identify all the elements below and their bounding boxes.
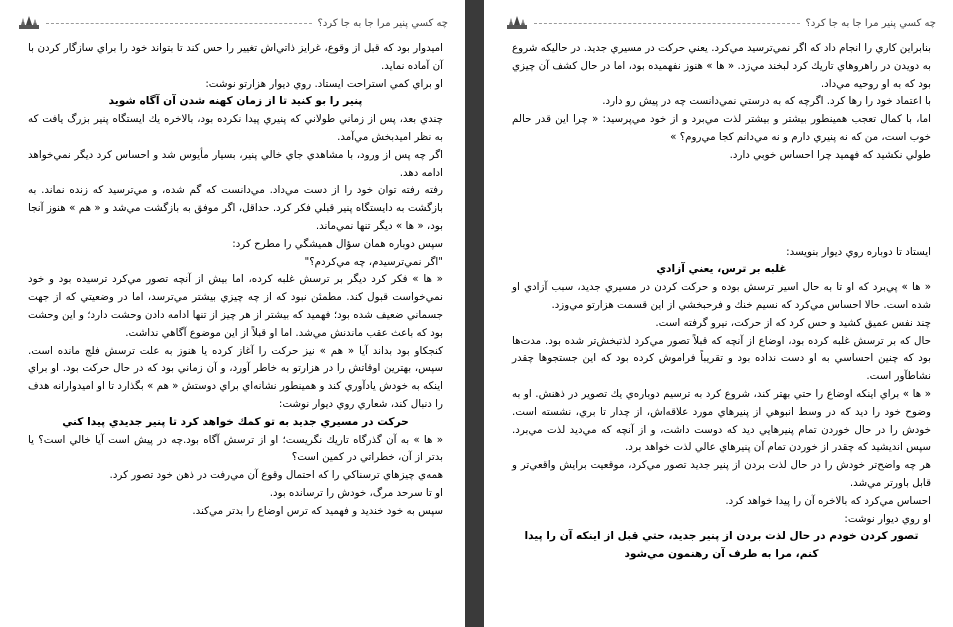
page-gutter	[465, 0, 484, 627]
paragraph: با اعتماد خود را رها كرد. اگرچه كه به درستي نمي‌دانست چه در پيش رو دارد.	[602, 95, 931, 108]
paragraph: كنجكاو بود بداند آيا « هم » نيز حركت را آغاز كرده يا هنوز به علت ترسش فلج مانده است. سپس، بهترين اوقاتش را در هزارتو به خاطر آورد، و آن زماني بود كه در حال حركت بود. او براي اينكه به خودش يادآوري كند و همينطور نشانه‌اي براي دوستش « هم » بگذارد تا او اميدوارانه هدف را دنبال كند، شعاري روي ديوار نوشت:	[27, 344, 443, 410]
paragraph: « ها » پي‌برد كه او تا به حال اسير ترسش بوده و حركت كردن در مسيري جديد، سبب آزادي او شده است. حالا احساس مي‌كرد كه نسيم خنك و فرحبخشي از اين قسمت هزارتو مي‌وزد.	[512, 281, 931, 311]
header-divider	[46, 23, 312, 24]
paragraph: چند نفس عميق كشيد و حس كرد كه از حركت، نيرو گرفته است.	[655, 316, 931, 329]
wall-inscription: پنير را بو كنيد تا از زمان كهنه شدن آن آگاه شويد	[108, 95, 363, 108]
paragraph: او روي ديوار نوشت:	[844, 512, 931, 525]
wall-inscription: تصور كردن خودم در حال لذت بردن از پنير جديد، حتي قبل از اينكه آن را پيدا كنم، مرا به طرف آن رهنمون مي‌شود	[524, 530, 919, 561]
blank-space	[512, 165, 931, 244]
page-body	[28, 40, 443, 521]
paragraph: اگر چه پس از ورود، با مشاهدي جاي خالي پنير، بسيار مأيوس شد و احساس كرد ديگر نمي‌خواهد ادامه دهد.	[28, 148, 443, 179]
wall-inscription: غلبه بر ترس، يعني آزادي	[656, 263, 787, 276]
right-page	[484, 0, 953, 627]
paragraph: هر چه واضح‌تر خودش را در حال لذت بردن از پنير جديد تصور مي‌كرد، موقعيت برايش واقعي‌تر و قابل باورتر مي‌شد.	[512, 459, 931, 489]
header-divider	[534, 23, 800, 24]
paragraph: او براي كمي استراحت ايستاد. روي ديوار هزارتو نوشت:	[205, 77, 443, 90]
paragraph: او تا سرحد مرگ، خودش را ترسانده بود.	[269, 486, 443, 499]
running-title: چه كسي پنير مرا جا به جا كرد؟	[317, 17, 448, 29]
paragraph: ايستاد تا دوباره روي ديوار بنويسد:	[786, 245, 931, 258]
paragraph: احساس مي‌كرد كه بالاخره آن را پيدا خواهد كرد.	[725, 494, 931, 507]
paragraph: بنابراين كاري را انجام داد كه اگر نمي‌ترسيد مي‌كرد. يعني حركت در مسيري جديد. در حاليكه شروع به دويدن در راهروهاي تاريك كرد لبخند مي‌زد. « ها » هنوز نفهميده بود، اما در حال كشف آن چيزي بود كه به او روحيه مي‌داد.	[512, 42, 931, 90]
paragraph: سپس دوباره همان سؤال هميشگي را مطرح كرد:	[232, 237, 443, 250]
paragraph: حال كه بر ترسش غلبه كرده بود، اوضاع از آنچه كه قبلاً تصور مي‌كرد لذتبخش‌تر شده بود. مدت‌ها بود كه چنين احساسي به او دست نداده بود و تقريباً فراموش كرده بود كه اين جستجوها چقدر نشاطآور است.	[512, 334, 931, 383]
running-title: چه كسي پنير مرا جا به جا كرد؟	[805, 17, 936, 29]
paragraph: طولي نكشيد كه فهميد چرا احساس خوبي دارد.	[729, 148, 931, 161]
paragraph: « ها » براي اينكه اوضاع را حتي بهتر كند، شروع كرد به ترسيم دوباره‌ي يك تصوير در ذهنش. او به وضوح خود را ديد كه در وسط انبوهي از پنيرهاي مورد علاقه‌اش، از چدار تا بري، نشسته است. خودش را در حال خوردن تمام پنيرهايي ديد كه دوست داشت، و از آنچه كه مي‌ديد لذت مي‌برد. سپس انديشيد كه چقدر از خوردن تمام آن پنيرهاي عالي لذت خواهد برد.	[512, 387, 931, 454]
paragraph: رفته رفته توان خود را از دست مي‌داد. مي‌دانست كه گم شده، و مي‌ترسيد كه زنده نماند. به بازگشت به دايستگاه پنير قبلي فكر كرد. حداقل، اگر موفق به بازگشت مي‌شد و « هم » هنوز آنجا بود، « ها » ديگر تنها نمي‌ماند.	[28, 184, 443, 232]
header-logo-icon	[18, 15, 40, 31]
paragraph: "اگر نمي‌ترسيدم، چه مي‌كردم؟"	[304, 255, 443, 268]
left-page	[0, 0, 465, 627]
wall-inscription: حركت در مسيري جديد به تو كمك خواهد كرد تا پنير جديدي پيدا كني	[62, 415, 409, 428]
paragraph: سپس به خود خنديد و فهميد كه ترس اوضاع را بدتر مي‌كند.	[192, 504, 443, 517]
paragraph: چندي بعد، پس از زماني طولاني كه پنيري پيدا نكرده بود، بالاخره يك ايستگاه پنير بزرگ يافت كه به نظر اميدبخش مي‌آمد.	[28, 113, 443, 143]
paragraph: اما، با كمال تعجب همينطور بيشتر و بيشتر لذت مي‌برد و از خود مي‌پرسيد: « چرا اين قدر حالم خوب است، من كه نه پنيري دارم و نه مي‌دانم كجا مي‌روم؟ »	[512, 113, 931, 143]
paragraph: « ها » فكر كرد ديگر بر ترسش غلبه كرده، اما بيش از آنچه تصور مي‌كرد ترسيده بود و خود نمي‌خواست قبول كند. مطمئن نبود كه از چه چيزي بيشتر مي‌ترسد، اما در وضعيتي كه از جهت جسماني ضعيف شده بود؛ فهميد كه بيشتر از هر چيز از تنها ادامه دادن وحشت دارد؛ و اين وحشت بود كه باعث عقب ماندنش مي‌شد. اما او قبلاً از اين موضوع آگاهي نداشت.	[28, 273, 443, 339]
paragraph: اميدوار بود كه قبل از وقوع، غرايز ذاتي‌اش تغيير را حس كند تا بتواند خود را براي سازگار كردن با آن آماده نمايد.	[28, 42, 443, 72]
paragraph: همه‌ي چيزهاي ترسناكي را كه احتمال وقوع آن مي‌رفت در ذهن خود تصور كرد.	[109, 469, 443, 482]
paragraph: « ها » به آن گذرگاه تاريك نگريست؛ او از ترسش آگاه بود.چه در پيش است آيا خالي است؟ يا بدتر از آن، خطراتي در كمين است؟	[28, 433, 443, 464]
page-header	[18, 14, 448, 32]
page-header	[506, 14, 936, 32]
page-body	[512, 40, 931, 564]
header-logo-icon	[506, 15, 528, 31]
